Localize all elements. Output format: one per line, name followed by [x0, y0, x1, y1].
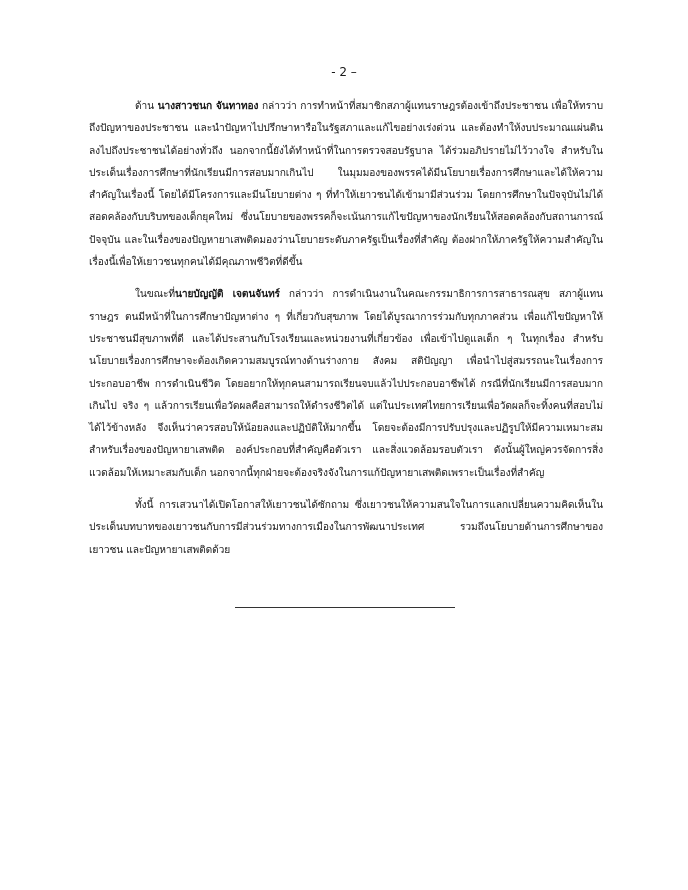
paragraph-text: กล่าวว่า การดำเนินงานในคณะกรรมาธิการการสาธารณสุข สภาผู้แทนราษฎร ตนมีหน้าที่ในการศึกษาปัญหาต่าง ๆ ที่เกี่ยวกับสุขภาพ โดยได้บูรณาการร่วมกับทุกภาคส่วน เพื่อแก้ไขปัญหาให้ประชาชนมีสุขภาพที่ดี และได้ประสานกับโรงเรียนและหน่วยงานที่เกี่ยวข้อง เพื่อเข้าไปดูแลเด็ก ๆ ในทุกเรื่อง สำหรับนโยบายเรื่องการศึกษาจะต้องเกิดความสมบูรณ์ทางด้านร่างกาย สังคม สติปัญญา เพื่อนำไปสู่สมรรถนะในเรื่องการประกอบอาชีพ การดำเนินชีวิต โดยอยากให้ทุกคนสามารถเรียนจบแล้วไปประกอบอาชีพได้ กรณีที่นักเรียนมีการสอบมากเกินไป จริง ๆ แล้วการเรียนเพื่อวัดผลคือสามารถให้ดำรงชีวิตได้ แต่ในประเทศไทยการเรียนเพื่อวัดผลก็จะทิ้งคนที่สอบไม่ได้ไว้ข้างหลัง จึงเห็นว่าควรสอบให้น้อยลงและปฏิบัติให้มากขึ้น โดยจะต้องมีการปรับปรุงและปฏิรูปให้มีความเหมาะสม สำหรับเรื่องของปัญหายาเสพติด องค์ประกอบที่สำคัญคือตัวเรา และสิ่งแวดล้อมรอบตัวเรา ดังนั้นผู้ใหญ่ควรจัดการสิ่งแวดล้อมให้เหมาะสมกับเด็ก นอกจากนี้ทุกฝ่ายจะต้องจริงจังในการแก้ปัญหายาเสพติดเพราะเป็นเรื่องที่สำคัญ: [89, 289, 603, 479]
paragraph-text: กล่าวว่า การทำหน้าที่สมาชิกสภาผู้แทนราษฎรต้องเข้าถึงประชาชน เพื่อให้ทราบถึงปัญหาของประชาชน และนำปัญหาไปปรึกษาหารือในรัฐสภาและแก้ไขอย่างเร่งด่วน และต้องทำให้งบประมาณแผ่นดินลงไปถึงประชาชนได้อย่างทั่วถึง นอกจากนี้ยังได้ทำหน้าที่ในการตรวจสอบรัฐบาล ได้ร่วมอภิปรายไม่ไว้วางใจ สำหรับในประเด็นเรื่องการศึกษาที่นักเรียนมีการสอบมากเกินไป ในมุมมองของพรรคได้มีนโยบายเรื่องการศึกษาและได้ให้ความสำคัญในเรื่องนี้ โดยได้มีโครงการและมีนโยบายต่าง ๆ ที่ทำให้เยาวชนได้เข้ามามีส่วนร่วม โดยการศึกษาในปัจจุบันไม่ได้สอดคล้องกับบริบทของเด็กยุคใหม่ ซึ่งนโยบายของพรรคก็จะเน้นการแก้ไขปัญหาของนักเรียนให้สอดคล้องกับสถานการณ์ปัจจุบัน และในเรื่องของปัญหายาเสพติดมองว่านโยบายระดับภาครัฐเป็นเรื่องที่สำคัญ ต้องฝากให้ภาครัฐให้ความสำคัญในเรื่องนี้เพื่อให้เยาวชนทุกคนได้มีคุณภาพชีวิตที่ดีขึ้น: [89, 101, 603, 269]
paragraph-lead: ด้าน: [135, 101, 158, 112]
paragraph-lead: ในขณะที่: [135, 289, 175, 301]
paragraph-conclusion: [89, 495, 603, 562]
paragraph-chanok-statement: [89, 96, 603, 274]
document-body: [89, 96, 603, 562]
speaker-name: นางสาวชนก จันทาทอง: [157, 101, 259, 112]
paragraph-banyat-statement: [89, 284, 603, 485]
page-number: - 2 –: [331, 65, 357, 79]
speaker-name: นายบัญญัติ เจตนจันทร์: [174, 289, 280, 301]
end-divider: [235, 607, 455, 608]
paragraph-text: ทั้งนี้ การเสวนาได้เปิดโอกาสให้เยาวชนได้ซักถาม ซึ่งเยาวชนให้ความสนใจในการแลกเปลี่ยนความคิดเห็นในประเด็นบทบาทของเยาวชนกับการมีส่วนร่วมทางการเมืองในการพัฒนาประเทศ รวมถึงนโยบายด้านการศึกษาของเยาวชน และปัญหายาเสพติดด้วย: [89, 500, 603, 556]
